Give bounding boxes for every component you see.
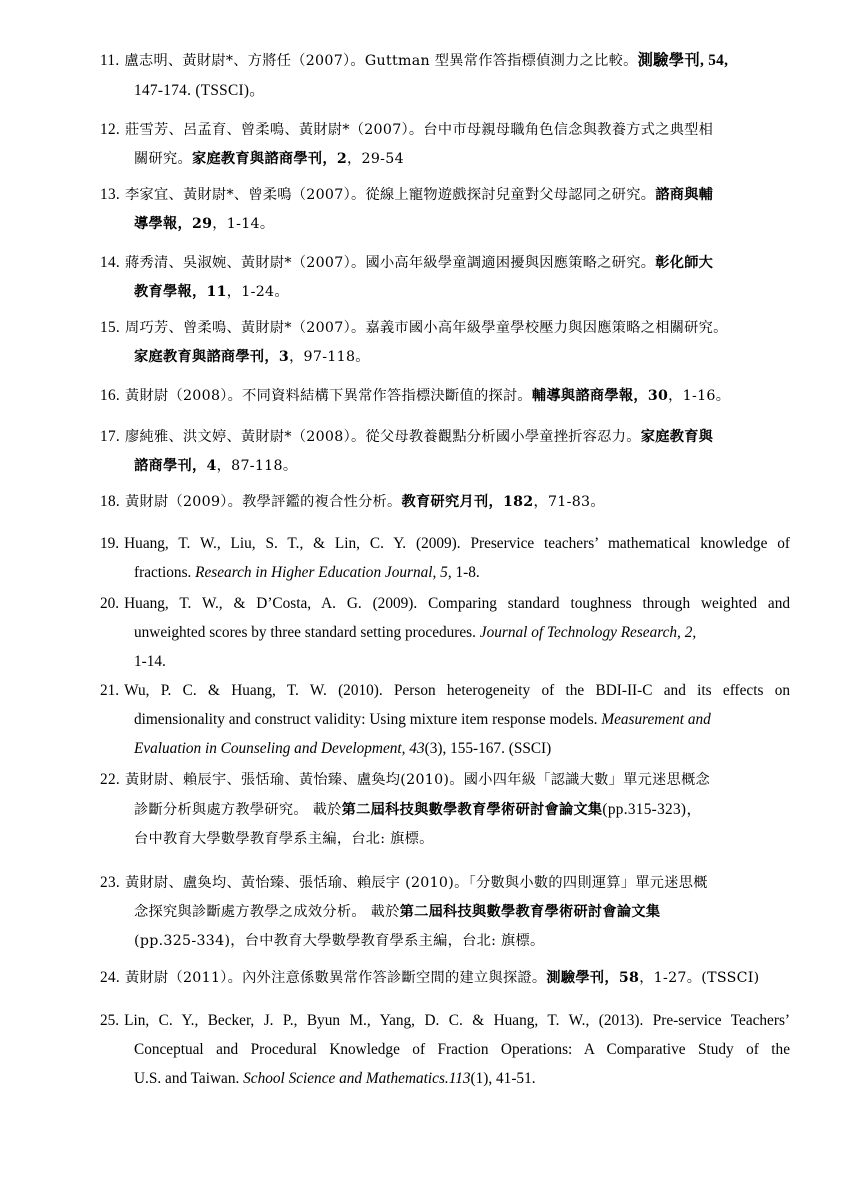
reference-item-16 (100, 381, 790, 411)
journal-name: 諮商與輔 (655, 187, 714, 203)
reference-item-17 (100, 422, 790, 481)
reference-pages: ，1-24。 (226, 284, 289, 300)
reference-text: fractions. (134, 564, 196, 581)
reference-text: Wu, P. C. & Huang, T. W. (2010). Person heterogeneity of the BDI-II-C and its effects on (124, 682, 790, 699)
reference-number: 24. (100, 969, 121, 986)
reference-text: Conceptual and Procedural Knowledge of Fraction Operations: A Comparative Study of the (134, 1041, 790, 1058)
reference-text: Huang, T. W., & D’Costa, A. G. (2009). Comparing standard toughness through weighted and (124, 595, 790, 612)
journal-name: Research in Higher Education Journal, 5 (195, 564, 448, 581)
journal-name: 諮商學刊，4 (134, 458, 217, 474)
reference-item-24 (100, 963, 790, 993)
reference-pages: (1), 41-51. (470, 1070, 536, 1087)
reference-number: 23. (100, 874, 121, 891)
reference-pages: ，29-54 (347, 151, 404, 167)
reference-text: Huang, T. W., Liu, S. T., & Lin, C. Y. (2009). Preservice teachers’ mathematical knowledge of (124, 535, 790, 552)
journal-name: School Science and Mathematics.113 (243, 1070, 471, 1087)
reference-pages: (3), 155-167. (SSCI) (424, 740, 552, 757)
journal-name: Evaluation in Counseling and Development, 43 (134, 740, 425, 757)
reference-text: 念探究與診斷處方教學之成效分析。 載於 (134, 904, 400, 920)
reference-item-12 (100, 115, 790, 174)
journal-name: 輔導與諮商學報，30 (531, 388, 669, 404)
journal-name: 測驗學刊，58 (546, 970, 640, 986)
reference-item-11 (100, 46, 790, 105)
reference-text: 莊雪芳、呂孟育、曾柔鳴、黃財尉*（2007）。台中市母親母職角色信念與教養方式之典型相 (125, 122, 714, 138)
proceedings-title: 第二屆科技與數學教育學術研討會論文集 (399, 904, 661, 920)
reference-pages: ，1-14。 (212, 216, 275, 232)
journal-name: Measurement and (601, 711, 711, 728)
reference-item-18 (100, 487, 790, 517)
journal-name: 教育研究月刊，182 (401, 494, 534, 510)
reference-number: 16. (100, 387, 121, 404)
journal-name: 測驗學刊, 54, (637, 52, 729, 69)
reference-number: 11. (100, 52, 120, 69)
reference-item-13 (100, 180, 790, 239)
journal-name: 家庭教育與諮商學刊，3 (134, 349, 290, 365)
reference-text: 147-174. (TSSCI)。 (134, 82, 265, 99)
reference-publisher: (pp.325-334)，台中教育大學數學教育學系主編，台北: 旗標。 (134, 933, 545, 949)
reference-text: 診斷分析與處方教學研究。 載於 (134, 802, 342, 818)
journal-name: 家庭教育與諮商學刊，2 (191, 151, 348, 167)
reference-pages: 1-14. (134, 653, 166, 670)
reference-text: unweighted scores by three standard setting procedures. (134, 624, 480, 641)
reference-number: 13. (100, 186, 121, 203)
reference-number: 14. (100, 254, 121, 271)
reference-item-23 (100, 868, 790, 956)
journal-name: Journal of Technology Research, 2, (479, 624, 697, 641)
reference-item-14 (100, 248, 790, 307)
reference-item-15 (100, 313, 790, 372)
reference-item-21 (100, 676, 790, 763)
journal-name: 導學報，29 (134, 216, 213, 232)
reference-number: 17. (100, 428, 121, 445)
reference-text: 李家宜、黃財尉*、曾柔鳴（2007）。從線上寵物遊戲探討兒童對父母認同之研究。 (125, 187, 656, 203)
reference-item-19 (100, 529, 790, 587)
reference-text: 周巧芳、曾柔鳴、黃財尉*（2007）。嘉義市國小高年級學童學校壓力與因應策略之相關研究。 (125, 320, 728, 336)
journal-name: 彰化師大 (655, 255, 714, 271)
reference-text: U.S. and Taiwan. (134, 1070, 244, 1087)
reference-text: dimensionality and construct validity: Using mixture item response models. (134, 711, 602, 728)
reference-text: 廖純雅、洪文婷、黃財尉*（2008）。從父母教養觀點分析國小學童挫折容忍力。 (125, 429, 641, 445)
reference-pages: , 1-8. (447, 564, 480, 581)
reference-pages: ，1-16。 (668, 388, 731, 404)
reference-text: 黃財尉（2008）。不同資料結構下異常作答指標決斷值的探討。 (125, 388, 532, 404)
reference-text: 蔣秀清、吳淑婉、黃財尉*（2007）。國小高年級學童調適困擾與因應策略之研究。 (125, 255, 656, 271)
reference-pages: ，97-118。 (289, 349, 370, 365)
reference-text: 盧志明、黃財尉*、方將任（2007）。Guttman 型異常作答指標偵測力之比較。 (124, 53, 638, 69)
reference-number: 12. (100, 121, 121, 138)
journal-name: 教育學報，11 (134, 284, 227, 300)
reference-item-25 (100, 1006, 790, 1093)
reference-number: 21. (100, 682, 120, 699)
reference-number: 25. (100, 1012, 120, 1029)
reference-item-20 (100, 589, 790, 676)
reference-text: 黃財尉（2011）。內外注意係數異常作答診斷空間的建立與探證。 (125, 970, 547, 986)
reference-number: 19. (100, 535, 120, 552)
reference-text: 黃財尉、盧奐均、黃怡臻、張恬瑜、賴辰宇 (2010)。「分數與小數的四則運算」單元迷思概 (125, 875, 708, 891)
reference-number: 15. (100, 319, 121, 336)
reference-pages: ，87-118。 (216, 458, 298, 474)
proceedings-title: 第二屆科技與數學教育學術研討會論文集 (341, 802, 603, 818)
reference-text: 黃財尉、賴辰宇、張恬瑜、黃怡臻、盧奐均(2010)。國小四年級「認識大數」單元迷思概念 (125, 772, 711, 788)
journal-name: 家庭教育與 (640, 429, 714, 445)
reference-number: 18. (100, 493, 121, 510)
reference-text: 關研究。 (134, 151, 192, 167)
reference-pages: ，71-83。 (533, 494, 605, 510)
reference-number: 20. (100, 595, 120, 612)
reference-number: 22. (100, 771, 121, 788)
reference-item-22 (100, 765, 790, 854)
reference-text: 黃財尉（2009）。教學評鑑的複合性分析。 (125, 494, 402, 510)
reference-pages: (pp.315-323)， (602, 801, 702, 818)
reference-pages: ，1-27。(TSSCI) (639, 970, 760, 986)
reference-publisher: 台中教育大學數學教育學系主編，台北: 旗標。 (134, 831, 434, 847)
reference-text: Lin, C. Y., Becker, J. P., Byun M., Yang, D. C. & Huang, T. W., (2013). Pre-service Teachers’ (124, 1012, 790, 1029)
